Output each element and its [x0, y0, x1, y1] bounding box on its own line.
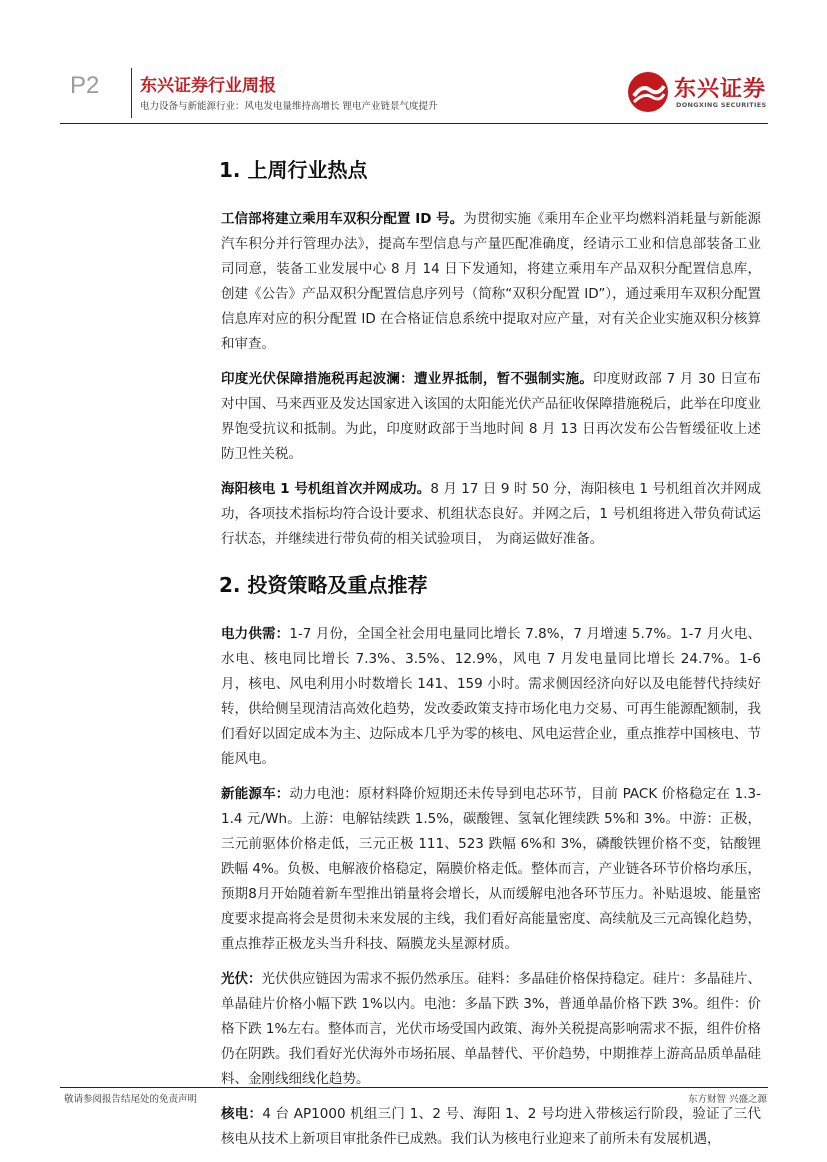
section-hot-topics — [221, 155, 761, 552]
page-header — [0, 0, 827, 130]
main-content — [221, 155, 761, 1162]
footer-slogan: 东方财智 兴盛之源 — [687, 1094, 767, 1105]
paragraph-lead: 工信部将建立乘用车双积分配置 ID 号。 — [221, 211, 464, 227]
logo-mark-icon — [626, 70, 670, 114]
paragraph-body: 4 台 AP1000 机组三门 1、2 号、海阳 1、2 号均进入带核运行阶段，验证了三代核电从技术上新项目审批条件已成熟。我们认为核电行业迎来了前所未有发展机遇， — [221, 1106, 761, 1147]
company-logo — [626, 70, 771, 118]
report-subtitle: 电力设备与新能源行业：风电发电量维持高增长 锂电产业链景气度提升 — [140, 101, 438, 112]
paragraph-body: 光伏供应链因为需求不振仍然承压。硅料：多晶硅价格保持稳定。硅片：多晶硅片、单晶硅片价格小幅下跌 1%以内。电池：多晶下跌 3%，普通单晶价格下跌 3%。组件：价格下跌 1%左右。整体而言，光伏市场受国内政策、海外关税提高影响需求不振，组件价格仍在阴跌。我们看好光伏海外市场拓展、单晶替代、平价趋势，中期推荐上游高品质单晶硅料、金刚线细线化趋势。 — [221, 971, 761, 1087]
header-rule — [60, 123, 768, 124]
section-investment-strategy — [221, 570, 761, 1152]
paragraph-body: 8 月 17 日 9 时 50 分，海阳核电 1 号机组首次并网成功，各项技术指标均符合设计要求、机组状态良好。并网之后，1 号机组将进入带负荷试运行状态，并继续进行带负荷的相关试验项目， 为商运做好准备。 — [221, 481, 761, 547]
paragraph — [221, 1102, 761, 1152]
paragraph — [221, 967, 761, 1092]
paragraph-body: 为贯彻实施《乘用车企业平均燃料消耗量与新能源汽车积分并行管理办法》，提高车型信息与产量匹配准确度，经请示工业和信息部装备工业司同意，装备工业发展中心 8 月 14 日下发通知，将建立乘用车产品双积分配置信息库，创建《公告》产品双积分配置信息序列号（简称“双积分配置 ID”），通过乘用车双积分配置信息库对应的积分配置 ID 在合格证信息系统中提取对应产量，对有关企业实施双积分核算和审查。 — [221, 211, 761, 352]
paragraph-lead: 印度光伏保障措施税再起波澜：遭业界抵制，暂不强制实施。 — [221, 371, 594, 387]
paragraph-lead: 核电： — [221, 1106, 263, 1122]
section-heading: 1. 上周行业热点 — [219, 158, 368, 182]
paragraph-lead: 光伏： — [221, 971, 262, 987]
paragraph — [221, 477, 761, 552]
section-heading: 2. 投资策略及重点推荐 — [219, 573, 428, 597]
header-divider — [131, 68, 132, 118]
paragraph — [221, 207, 761, 357]
logo-text-cn: 东兴证券 — [674, 77, 767, 102]
paragraph-body: 1-7 月份，全国全社会用电量同比增长 7.8%，7 月增速 5.7%。1-7 月火电、水电、核电同比增长 7.3%、3.5%、12.9%，风电 7 月发电量同比增长 24.7%。1-6 月，核电、风电利用小时数增长 141、159 小时。需求侧因经济向好以及电能替代持续好转，供给侧呈现清洁高效化趋势，发改委政策支持市场化电力交易、可再生能源配额制，我们看好以固定成本为主、边际成本几乎为零的核电、风电运营企业，重点推荐中国核电、节能风电。 — [221, 626, 761, 767]
page-number: P2 — [70, 72, 100, 99]
paragraph-lead: 海阳核电 1 号机组首次并网成功。 — [221, 481, 431, 497]
paragraph-body: 动力电池：原材料降价短期还未传导到电芯环节，目前 PACK 价格稳定在 1.3-1.4 元/Wh。上游：电解钴续跌 1.5%，碳酸锂、氢氧化锂续跌 5%和 3%。中游：正极，三元前驱体价格走低，三元正极 111、523 跌幅 6%和 3%，磷酸铁锂价格不变，钴酸锂跌幅 4%。负极、电解液价格稳定，隔膜价格走低。整体而言，产业链各环节价格均承压，预期8月开始随着新车型推出销量将会增长，从而缓解电池各环节压力。补贴退坡、能量密度要求提高将会是贯彻未来发展的主线，我们看好高能量密度、高续航及三元高镍化趋势，重点推荐正极龙头当升科技、隔膜龙头星源材质。 — [221, 786, 761, 952]
footer-disclaimer: 敬请参阅报告结尾处的免责声明 — [64, 1094, 198, 1105]
paragraph — [221, 367, 761, 467]
paragraph — [221, 782, 761, 957]
report-title: 东兴证券行业周报 — [140, 76, 276, 96]
paragraph — [221, 622, 761, 772]
paragraph-lead: 电力供需： — [221, 626, 290, 642]
logo-text-en: DONGXING SECURITIES — [676, 101, 767, 109]
footer-rule — [60, 1087, 768, 1088]
paragraph-lead: 新能源车： — [221, 786, 290, 802]
paragraph-body: 印度财政部 7 月 30 日宣布对中国、马来西亚及发达国家进入该国的太阳能光伏产品征收保障措施税后，此举在印度业界饱受抗议和抵制。为此，印度财政部于当地时间 8 月 13 日再次发布公告暂缓征收上述防卫性关税。 — [221, 371, 762, 462]
